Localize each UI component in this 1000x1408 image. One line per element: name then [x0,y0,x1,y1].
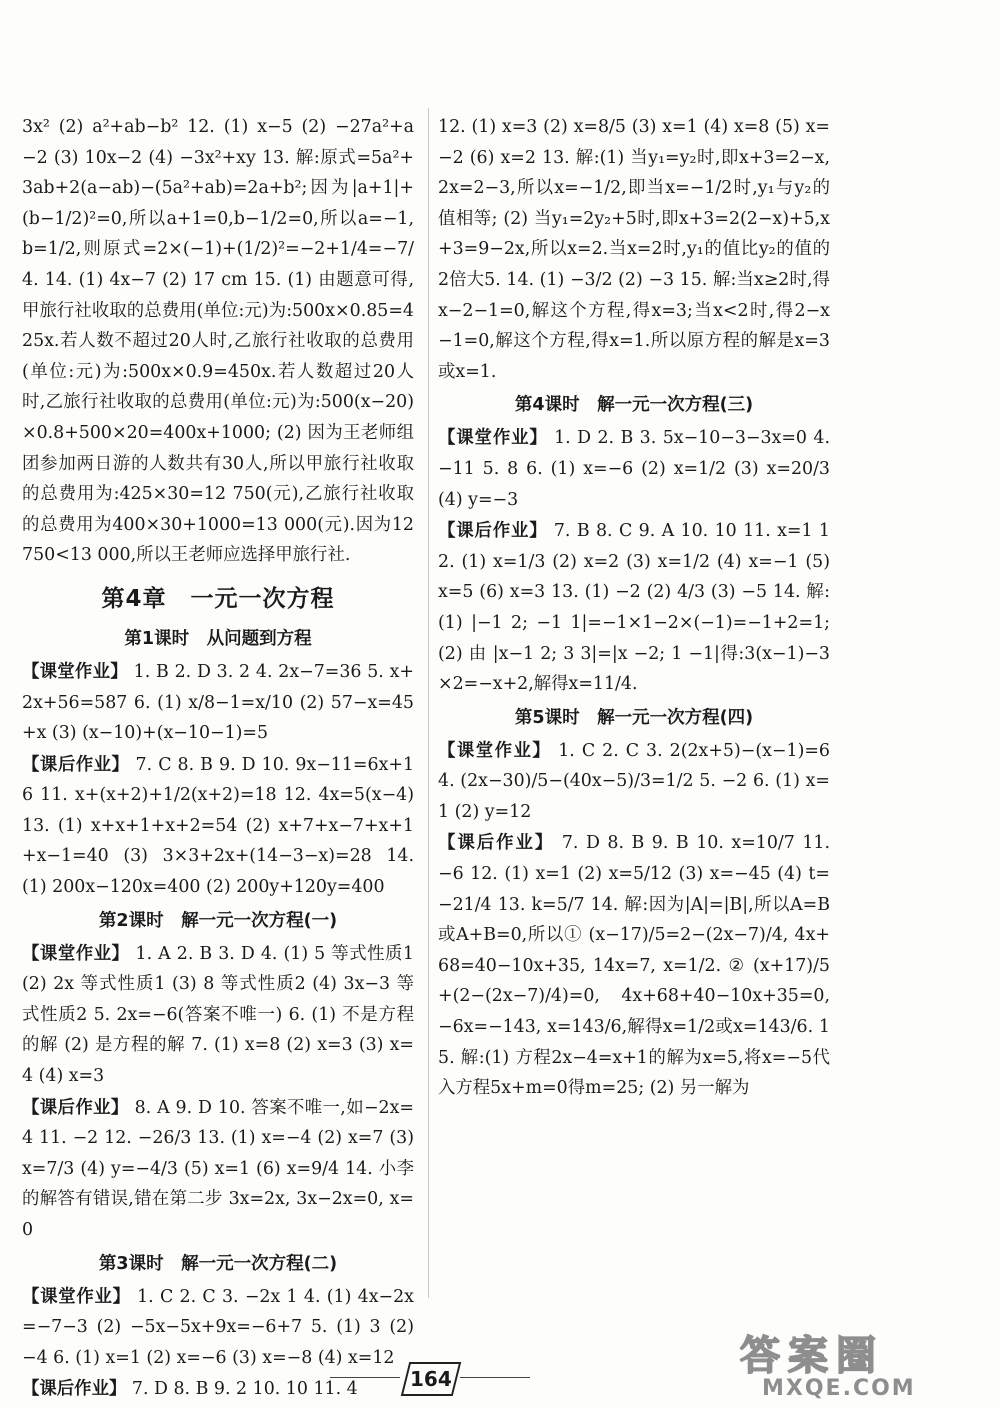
page-number [401,1362,461,1396]
answers-text: 7. C 8. B 9. D 10. 9x−11=6x+16 11. x+(x+2)+1/2(x+2)=18 12. 4x=5(x−4) 13. (1) x+x+1+x+2=54 (2) x+7+x−7+x+1+x−1=40 (3) 3×3+2x+(14−3−x)=28 14. (1) 200x−120x=400 (2) 200y+120y=400 [22,754,415,898]
lesson-answers [22,750,414,903]
page-number-text: 164 [410,1367,452,1391]
section-label: 【课堂作业】 [438,740,552,761]
lesson-answers [438,736,830,828]
right-column [438,112,830,1105]
chapter-title: 第4章 一元一次方程 [101,585,335,612]
lesson-answers [438,828,830,1103]
section-label: 【课堂作业】 [438,428,548,449]
lesson-answers [438,516,830,700]
lesson-title: 第2课时 解一元一次方程(一) [98,910,338,931]
section-label: 【课后作业】 [22,1379,127,1400]
section-label: 【课后作业】 [438,833,555,854]
lesson-answers [22,1093,414,1246]
watermark-title: 答案圈 [740,1333,884,1379]
section-label: 【课后作业】 [22,1097,129,1118]
answers-text: 7. D 8. B 9. B 10. x=10/7 11. −6 12. (1) x=1 (2) x=5/12 (3) x=−45 (4) t=−21/4 13. k=5/7 14. 解:因为|A|=|B|,所以A=B或A+B=0,所以① (x−17)/5=2−(2x−7)/4, 4x+68=40−10x+35, 14x=7, x=1/2. ② (x+17)/5+(2−(2x−7)/4)=0, 4x+68+40−10x+35=0, −6x=−143, x=143/6,解得x=1/2或x=143/6. 15. 解:(1) 方程2x−4=x+1的解为x=5,将x=−5代入方程5x+m=0得m=25; (2) 另一解为 [438,833,831,1099]
lesson-answers [22,1282,414,1374]
watermark-logo [740,1334,980,1400]
answers-text: 1. C 2. C 3. −2x 1 4. (1) 4x−2x=−7−3 (2) −5x−5x+9x=−6+7 5. (1) 3 (2) −4 6. (1) x=1 (2) x=−6 (3) x=−8 (4) x=12 [22,1286,414,1368]
lesson-answers [22,657,414,749]
section-label: 【课堂作业】 [22,661,128,682]
lesson-title: 第4课时 解一元一次方程(三) [514,395,754,416]
page-number-rule [330,1377,400,1378]
answers-text: 1. D 2. B 3. 5x−10−3−3x=0 4. −11 5. 8 6. (1) x=−6 (2) x=1/2 (3) x=20/3 (4) y=−3 [438,428,830,510]
answers-text: 1. A 2. B 3. D 4. (1) 5 等式性质1 (2) 2x 等式性质1 (3) 8 等式性质2 (4) 3x−3 等式性质2 5. 2x=−6(答案不唯一) 6. (1) 不是方程的解 (2) 是方程的解 7. (1) x=8 (2) x=3 (3) x=4 (4) x=3 [22,943,414,1087]
lesson-title: 第5课时 解一元一次方程(四) [514,707,754,728]
page-number-rule [460,1377,530,1378]
section-label: 【课堂作业】 [22,943,130,964]
lesson-answers [22,939,414,1092]
section-label: 【课后作业】 [438,521,548,542]
answers-text: 1. B 2. D 3. 2 4. 2x−7=36 5. x+2x+56=587 6. (1) x/8−1=x/10 (2) 57−x=45+x (3) (x−10)+(x−10−1)=5 [22,661,414,744]
answers-text: 7. D 8. B 9. 2 10. 10 11. 4 [131,1379,358,1400]
lesson-answers [22,1374,414,1405]
lesson-title: 第3课时 解一元一次方程(二) [98,1253,338,1274]
section-label: 【课堂作业】 [22,1286,131,1307]
answers-text: 1. C 2. C 3. 2(2x+5)−(x−1)=6 4. (2x−30)/5−(40x−5)/3=1/2 5. −2 6. (1) x=1 (2) y=12 [438,740,830,822]
answers-paragraph: 3x² (2) a²+ab−b² 12. (1) x−5 (2) −27a²+a−2 (3) 10x−2 (4) −3x²+xy 13. 解:原式=5a²+3ab+2(a−ab)−(5a²+ab)=2a+b²;因为|a+1|+(b−1/2)²=0,所以a+1=0,b−1/2=0,所以a=−1,b=1/2,则原式=2×(−1)+(1/2)²=−2+1/4=−7/4. 14. (1) 4x−7 (2) 17 cm 15. (1) 由题意可得,甲旅行社收取的总费用(单位:元)为:500x×0.85=425x.若人数不超过20人时,乙旅行社收取的总费用(单位:元)为:500x×0.9=450x.若人数超过20人时,乙旅行社收取的总费用(单位:元)为:500(x−20)×0.8+500×20=400x+1000; (2) 因为王老师组团参加两日游的人数共有30人,所以甲旅行社收取的总费用为:425×30=12 750(元),乙旅行社收取的总费用为400×30+1000=13 000(元).因为12 750<13 000,所以王老师应选择甲旅行社. [22,117,414,566]
left-column [22,112,414,1406]
lesson-answers [438,423,830,515]
lesson-title: 第1课时 从问题到方程 [124,628,312,649]
watermark-domain: MXQE.COM [762,1376,916,1401]
answers-text: 7. B 8. C 9. A 10. 10 11. x=1 12. (1) x=1/3 (2) x=2 (3) x=1/2 (4) x=−1 (5) x=5 (6) x=3 13. (1) −2 (2) 4/3 (3) −5 14. 解:(1) |−1 2; −1 1|=−1×1−2×(−1)=−1+2=1; (2) 由 |x−1 2; 3 3|=|x −2; 1 −1|得:3(x−1)−3×2=−x+2,解得x=11/4. [438,521,830,695]
column-divider [428,108,429,1298]
answers-paragraph: 12. (1) x=3 (2) x=8/5 (3) x=1 (4) x=8 (5) x=−2 (6) x=2 13. 解:(1) 当y₁=y₂时,即x+3=2−x,2x=2−3,所以x=−1/2,即当x=−1/2时,y₁与y₂的值相等; (2) 当y₁=2y₂+5时,即x+3=2(2−x)+5,x+3=9−2x,所以x=2.当x=2时,y₁的值比y₂的值的2倍大5. 14. (1) −3/2 (2) −3 15. 解:当x≥2时,得x−2−1=0,解这个方程,得x=3;当x<2时,得2−x−1=0,解这个方程,得x=1.所以原方程的解是x=3或x=1. [438,117,830,382]
answers-text: 8. A 9. D 10. 答案不唯一,如−2x=4 11. −2 12. −26/3 13. (1) x=−4 (2) x=7 (3) x=7/3 (4) y=−4/3 (5) x=1 (6) x=9/4 14. 小李的解答有错误,错在第二步 3x=2x, 3x−2x=0, x=0 [22,1097,415,1240]
section-label: 【课后作业】 [22,754,130,775]
